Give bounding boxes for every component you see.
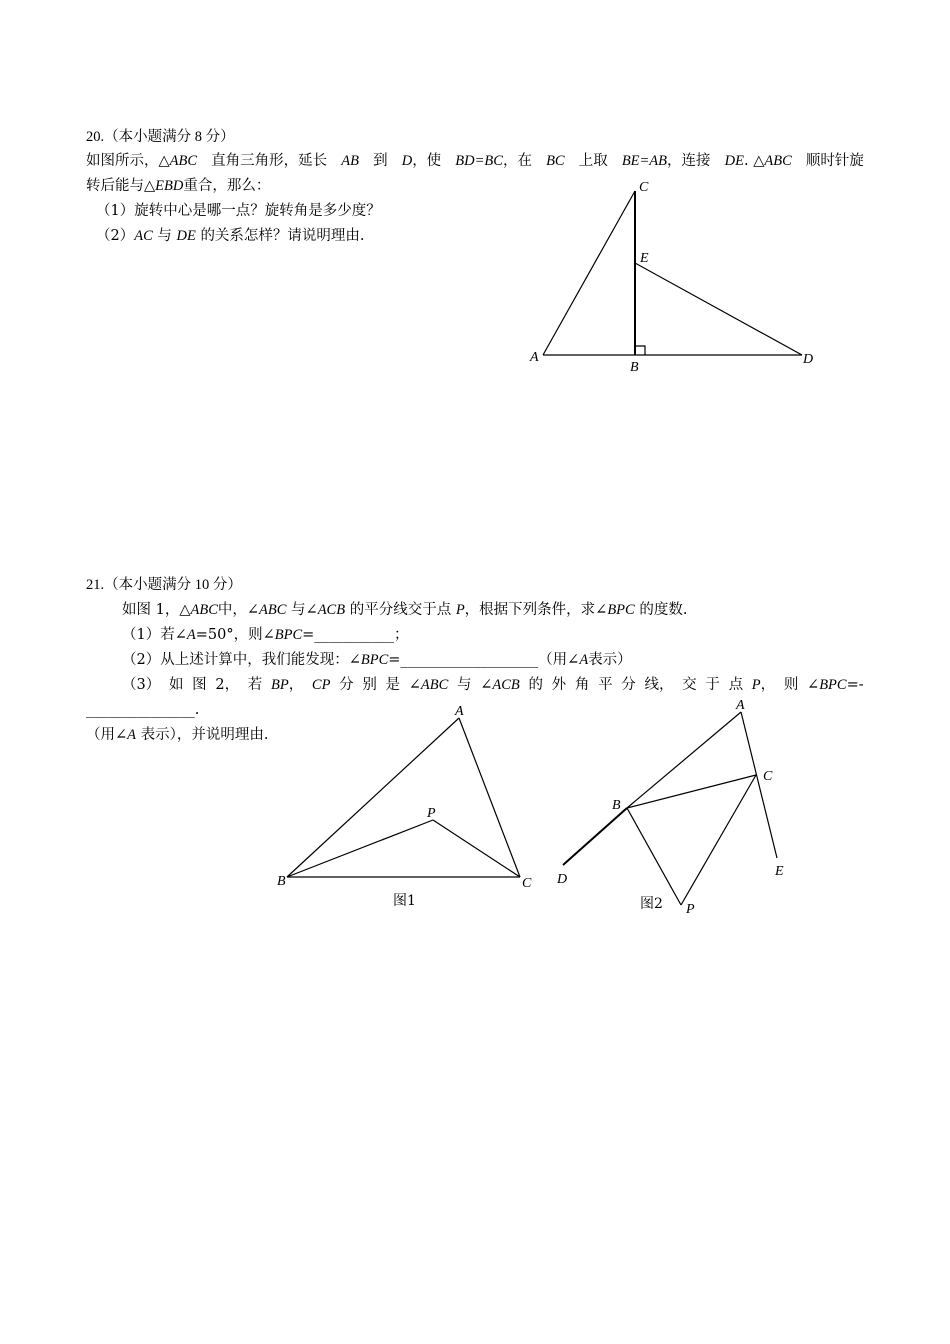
fig2-segment-CP <box>681 775 756 905</box>
fig1-label-C: C <box>522 876 532 891</box>
fig2-label-C: C <box>763 769 773 784</box>
q20-stem-line2: 转后能与△EBD重合，那么： <box>86 178 271 194</box>
q21-part1: （1）若∠A=50°，则∠BPC=___________； <box>122 627 409 643</box>
q21-header: 21.（本小题满分 10 分） <box>86 577 242 593</box>
q20-label-D: D <box>803 352 814 367</box>
q20-label-C: C <box>639 180 649 195</box>
fig2-segment-BD <box>563 808 627 865</box>
fig2-caption: 图2 <box>640 896 663 912</box>
fig2-segment-AE <box>741 712 777 858</box>
q21-stem: 如图 1，△ABC中，∠ABC 与∠ACB 的平分线交于点 P，根据下列条件，求∠BPC 的度数. <box>122 602 688 618</box>
q20-label-A: A <box>530 350 539 365</box>
q20-stem-line1: 如图所示，△ABC 直角三角形，延长 AB 到 D，使 BD=BC，在 BC 上取 BE=AB，连接 DE. △ABC 顺时针旋 <box>86 153 864 169</box>
fig1-label-A: A <box>455 704 464 719</box>
fig1-caption: 图1 <box>393 893 416 909</box>
fig1-label-B: B <box>277 874 286 889</box>
fig2-label-B: B <box>612 798 621 813</box>
q20-label-E: E <box>640 251 649 266</box>
fig2-label-E: E <box>775 864 784 879</box>
q20-part1: （1）旋转中心是哪一点？旋转角是多少度？ <box>96 203 381 219</box>
fig1-label-P: P <box>427 806 436 821</box>
q20-label-B: B <box>630 360 639 375</box>
q21-part2: （2）从上述计算中，我们能发现：∠BPC=___________________（用∠A表示） <box>122 652 632 668</box>
fig2-label-A: A <box>736 698 745 713</box>
fig2-segment-BP <box>627 808 681 905</box>
q20-part2: （2）AC 与 DE 的关系怎样？请说明理由. <box>96 228 365 244</box>
q20-header: 20.（本小题满分 8 分） <box>86 129 235 145</box>
fig2-label-P: P <box>686 902 695 917</box>
q21-part3: （3） 如 图 2， 若 BP， CP 分 别 是 ∠ABC 与 ∠ACB 的 外 角 平 分 线， 交 于 点 P， 则 ∠BPC=- <box>122 677 864 693</box>
q21-part3-tail: （用∠A 表示），并说明理由. <box>86 727 269 743</box>
q21-part3-blank: _______________. <box>86 702 200 718</box>
fig2-label-D: D <box>557 872 568 887</box>
